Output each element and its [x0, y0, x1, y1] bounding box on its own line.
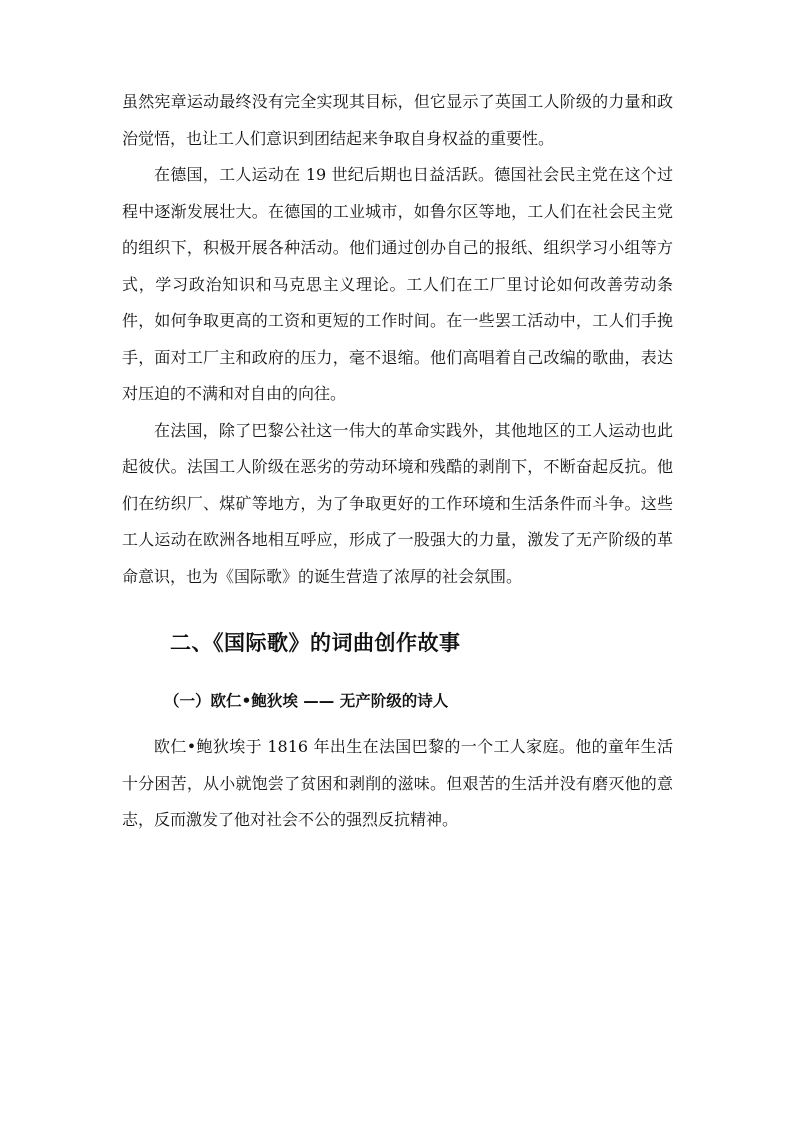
- subsection-heading-1: （一）欧仁•鲍狄埃 —— 无产阶级的诗人: [164, 692, 449, 710]
- paragraph-pottier-biography: 欧仁•鲍狄埃于 1816 年出生在法国巴黎的一个工人家庭。他的童年生活十分困苦，从小就饱尝了贫困和剥削的滋味。但艰苦的生活并没有磨灭他的意志，反而激发了他对社会不公的强烈反抗精神。: [122, 737, 673, 829]
- paragraph-chartism-conclusion: 虽然宪章运动最终没有完全实现其目标，但它显示了英国工人阶级的力量和政治觉悟，也让工人们意识到团结起来争取自身权益的重要性。: [122, 92, 673, 148]
- section-heading-2: 二、《国际歌》的词曲创作故事: [170, 631, 461, 655]
- paragraph-france-labor-movement: 在法国，除了巴黎公社这一伟大的革命实践外，其他地区的工人运动也此起彼伏。法国工人阶级在恶劣的劳动环境和残酷的剥削下，不断奋起反抗。他们在纺织厂、煤矿等地方，为了争取更好的工作环境和生活条件而斗争。这些工人运动在欧洲各地相互呼应，形成了一股强大的力量，激发了无产阶级的革命意识，也为《国际歌》的诞生营造了浓厚的社会氛围。: [122, 420, 673, 586]
- document-body: [122, 84, 673, 839]
- paragraph-germany-labor-movement: 在德国，工人运动在 19 世纪后期也日益活跃。德国社会民主党在这个过程中逐渐发展壮大。在德国的工业城市，如鲁尔区等地，工人们在社会民主党的组织下，积极开展各种活动。他们通过创办自己的报纸、组织学习小组等方式，学习政治知识和马克思主义理论。工人们在工厂里讨论如何改善劳动条件，如何争取更高的工资和更短的工作时间。在一些罢工活动中，工人们手挽手，面对工厂主和政府的压力，毫不退缩。他们高唱着自己改编的歌曲，表达对压迫的不满和对自由的向往。: [122, 165, 673, 403]
